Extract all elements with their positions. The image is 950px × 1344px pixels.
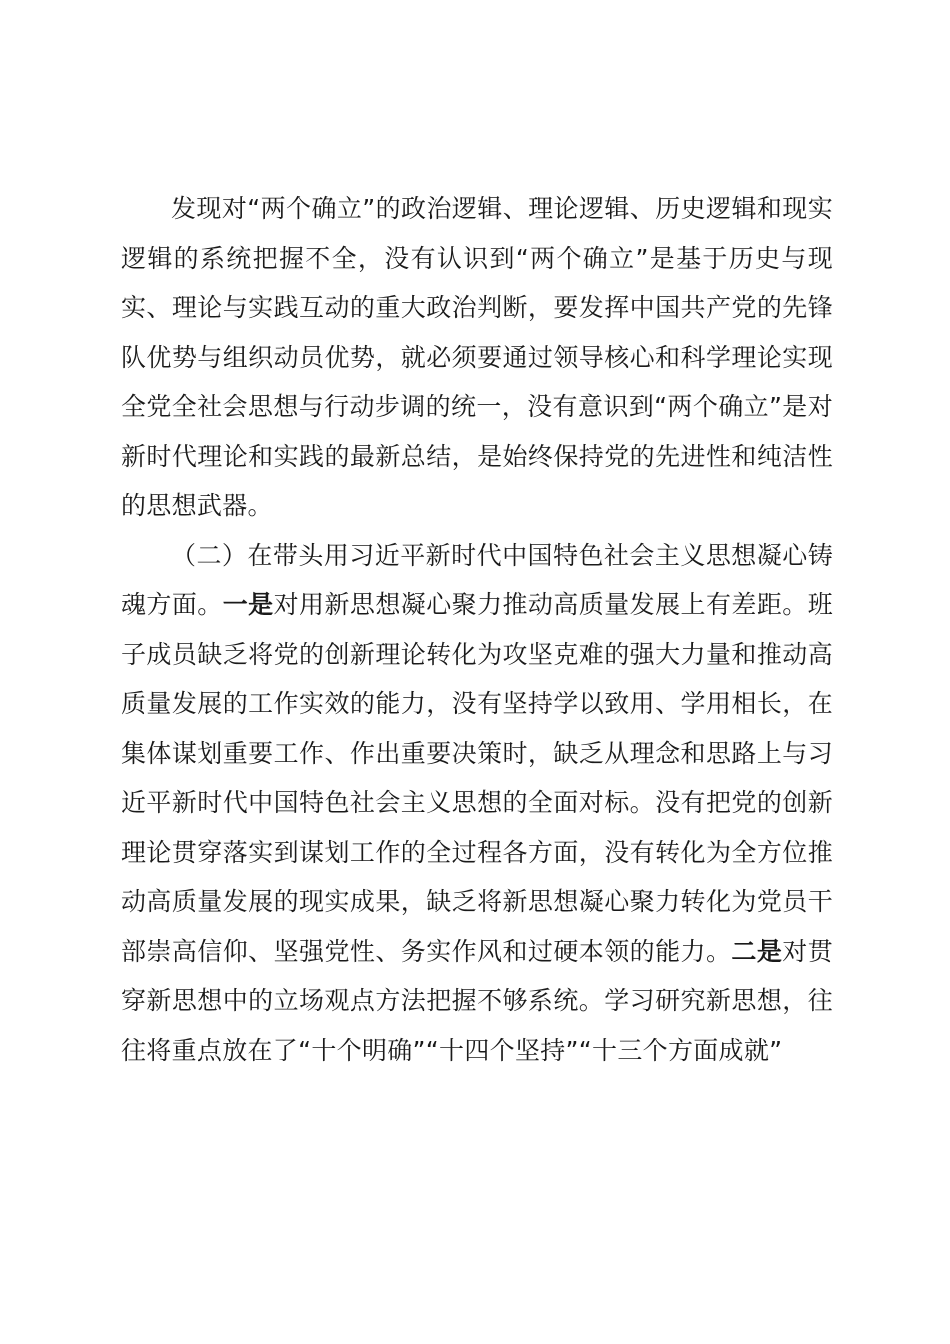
point-1-text: 对用新思想凝心聚力推动高质量发展上有差距。班子成员缺乏将党的创新理论转化为攻坚克难的强大力量和推动高质量发展的工作实效的能力，没有坚持学以致用、学用相长，在集体谋划重要工作、作出重要决策时，缺乏从理念和思路上与习近平新时代中国特色社会主义思想的全面对标。没有把党的创新理论贯穿落实到谋划工作的全过程各方面，没有转化为全方位推动高质量发展的现实成果，缺乏将新思想凝心聚力转化为党员干部崇高信仰、坚强党性、务实作风和过硬本领的能力。 — [121, 590, 833, 966]
paragraph-2 — [121, 531, 833, 1076]
paragraph-1: 发现对“两个确立”的政治逻辑、理论逻辑、历史逻辑和现实逻辑的系统把握不全，没有认识到“两个确立”是基于历史与现实、理论与实践互动的重大政治判断，要发挥中国共产党的先锋队优势与组织动员优势，就必须要通过领导核心和科学理论实现全党全社会思想与行动步调的统一，没有意识到“两个确立”是对新时代理论和实践的最新总结，是始终保持党的先进性和纯洁性的思想武器。 — [121, 194, 833, 520]
point-2-text: 对贯穿新思想中的立场观点方法把握不够系统。学习研究新思想，往往将重点放在了“十个明确”“十四个坚持”“十三个方面成就” — [121, 936, 833, 1065]
section-heading: （二）在带头用习近平新时代中国特色社会主义思想凝心铸魂方面。 — [121, 540, 833, 619]
document-body — [121, 184, 833, 1075]
point-2-label: 二是 — [731, 936, 783, 966]
point-1-label: 一是 — [222, 590, 274, 619]
